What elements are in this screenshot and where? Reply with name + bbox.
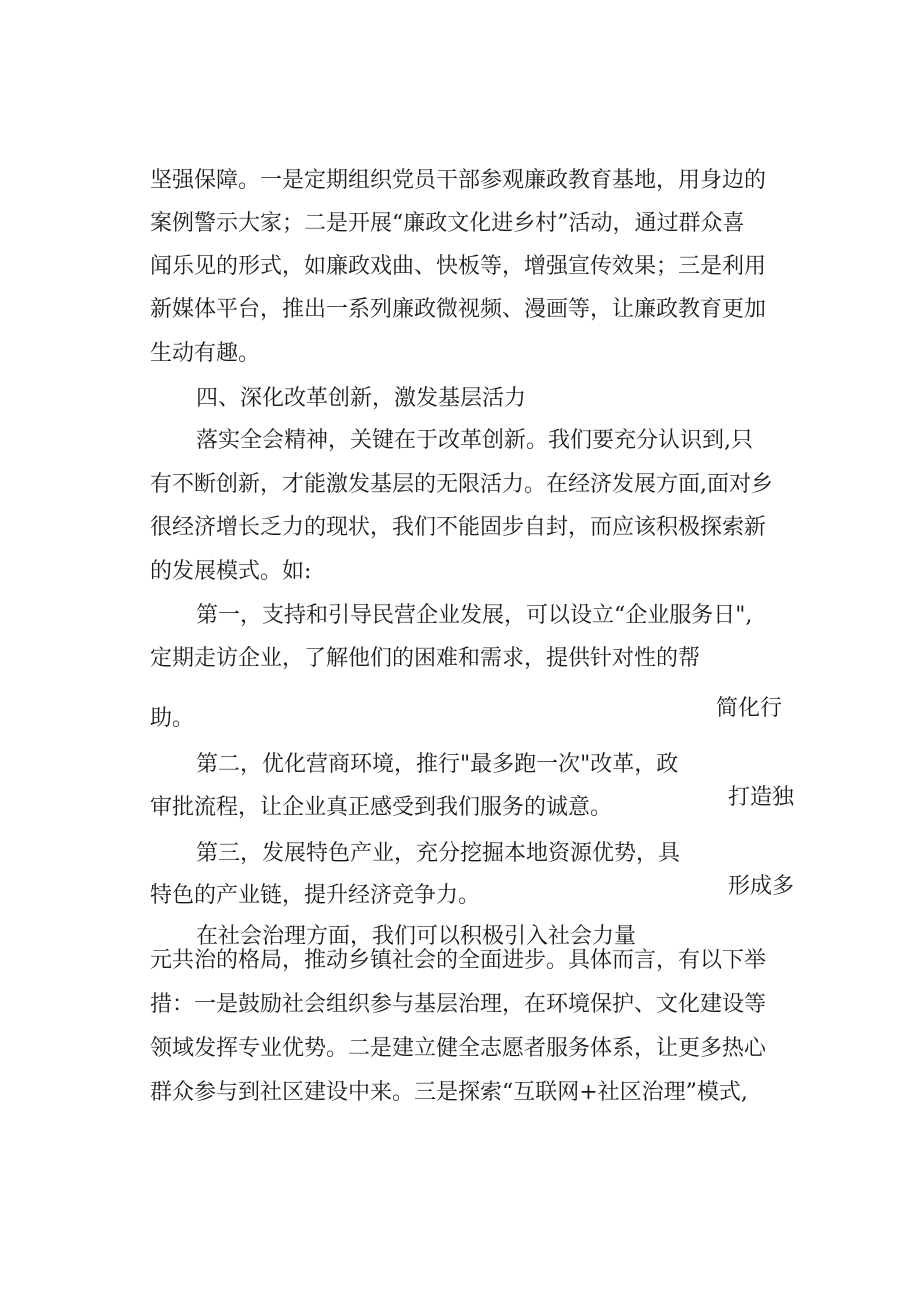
- text-line: 有不断创新，才能激发基层的无限活力。在经济发展方面,面对乡: [150, 472, 773, 497]
- clipped-line: [150, 920, 850, 949]
- text-line: 案例警示大家；二是开展“廉政文化进乡村”活动，通过群众喜: [150, 211, 745, 236]
- text-line: 新媒体平台，推出一系列廉政微视频、漫画等，让廉政教育更加: [150, 297, 767, 322]
- text-line: 的发展模式。如:: [150, 559, 312, 584]
- text-line: 第三，发展特色产业，充分挖掘本地资源优势，具: [196, 841, 681, 866]
- text-line: 特色的产业链，提升经济竞争力。: [150, 883, 481, 908]
- text-line: 生动有趣。: [150, 341, 261, 366]
- text-line: 措：一是鼓励社会组织参与基层治理，在环境保护、文化建设等: [150, 992, 767, 1017]
- text-line: 闻乐见的形式，如廉政戏曲、快板等，增强宣传效果；三是利用: [150, 254, 767, 279]
- text-line: 群众参与到社区建设中来。三是探索“互联网+社区治理”模式,: [150, 1080, 748, 1105]
- text-fragment: 打造独: [728, 785, 795, 810]
- text-line: 元共治的格局，推动乡镇社会的全面进步。具体而言，有以下举: [150, 948, 767, 973]
- section-heading: 四、深化改革创新，激发基层活力: [196, 386, 527, 411]
- text-line: 落实全会精神，关键在于改革创新。我们要充分认识到,只: [196, 428, 753, 453]
- text-line: 很经济增长乏力的现状，我们不能固步自封，而应该积极探索新: [150, 515, 767, 540]
- text-line: 第一，支持和引导民营企业发展，可以设立“企业服务日",: [196, 603, 753, 628]
- text-fragment: 简化行: [716, 696, 783, 721]
- text-line: 助。: [150, 706, 195, 731]
- text-line: 领域发挥专业优势。二是建立健全志愿者服务体系，让更多热心: [150, 1036, 767, 1061]
- text-line: 坚强保障。一是定期组织党员干部参观廉政教育基地，用身边的: [150, 168, 767, 193]
- text-line: 审批流程，让企业真正感受到我们服务的诚意。: [150, 795, 613, 820]
- text-line: 第二，优化营商环境，推行"最多跑一次"改革，政: [196, 752, 679, 777]
- text-line: 在社会治理方面，我们可以积极引入社会力量: [196, 924, 637, 949]
- text-line: 定期走访企业，了解他们的困难和需求，提供针对性的帮: [150, 646, 701, 671]
- text-fragment: 形成多: [728, 874, 795, 899]
